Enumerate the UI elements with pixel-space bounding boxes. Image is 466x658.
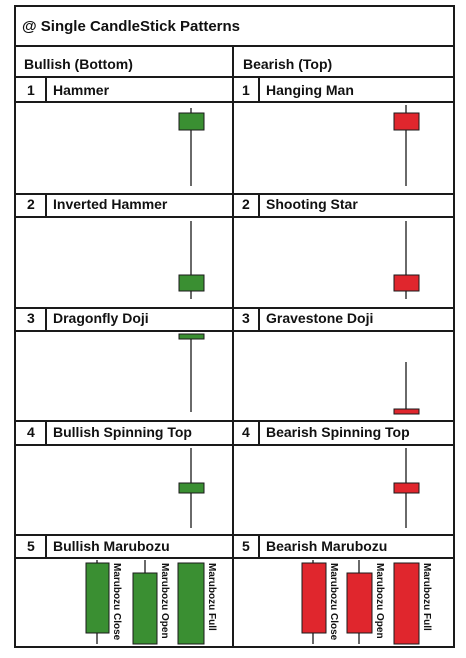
bullish-marubozu-open-candle <box>133 560 157 644</box>
bearish-pattern-gravestone-doji: Gravestone Doji <box>266 310 374 326</box>
bearish-pattern-spinning-top: Bearish Spinning Top <box>266 424 410 440</box>
bearish-pattern-marubozu: Bearish Marubozu <box>266 538 388 554</box>
bullish-row-5-number: 5 <box>27 538 35 554</box>
bullish-column-header: Bullish (Bottom) <box>24 56 133 72</box>
chart-title: @ Single CandleStick Patterns <box>22 18 241 35</box>
bearish-row-1-number: 1 <box>242 82 250 98</box>
bearish-spinning-top-candle <box>394 448 419 528</box>
bearish-pattern-shooting-star: Shooting Star <box>266 196 358 212</box>
bullish-row-4-number: 4 <box>27 424 35 440</box>
bullish-marubozu-open-label: Marubozu Open <box>159 563 170 639</box>
bearish-row-2-number: 2 <box>242 196 250 212</box>
bearish-marubozu-open-label: Marubozu Open <box>374 563 385 639</box>
hanging-man-candle <box>394 105 419 186</box>
bearish-column-header: Bearish (Top) <box>243 56 333 72</box>
bearish-row-5-number: 5 <box>242 538 250 554</box>
bullish-row-3-number: 3 <box>27 310 35 326</box>
bullish-marubozu-close-candle <box>86 560 109 644</box>
bullish-pattern-inverted-hammer: Inverted Hammer <box>53 196 168 212</box>
bullish-pattern-hammer: Hammer <box>53 82 110 98</box>
bearish-marubozu-full-candle <box>394 563 419 644</box>
bearish-marubozu-full-label: Marubozu Full <box>421 563 432 631</box>
bullish-row-1-number: 1 <box>27 82 35 98</box>
bearish-marubozu-open-candle <box>347 560 372 644</box>
bullish-pattern-marubozu: Bullish Marubozu <box>53 538 170 554</box>
bullish-spinning-top-candle <box>179 448 204 528</box>
bullish-pattern-dragonfly-doji: Dragonfly Doji <box>53 310 149 326</box>
hammer-candle <box>179 108 204 186</box>
bullish-row-2-number: 2 <box>27 196 35 212</box>
gravestone-doji-candle <box>394 362 419 414</box>
bearish-marubozu-close-candle <box>302 560 326 644</box>
inverted-hammer-candle <box>179 221 204 299</box>
shooting-star-candle <box>394 221 419 299</box>
bearish-row-4-number: 4 <box>242 424 250 440</box>
bearish-pattern-hanging-man: Hanging Man <box>266 82 354 98</box>
bullish-marubozu-full-candle <box>178 563 204 644</box>
bullish-marubozu-full-label: Marubozu Full <box>206 563 217 631</box>
bearish-row-3-number: 3 <box>242 310 250 326</box>
dragonfly-doji-candle <box>179 334 204 412</box>
bullish-pattern-spinning-top: Bullish Spinning Top <box>53 424 192 440</box>
bearish-marubozu-close-label: Marubozu Close <box>328 563 339 641</box>
bullish-marubozu-close-label: Marubozu Close <box>111 563 122 641</box>
